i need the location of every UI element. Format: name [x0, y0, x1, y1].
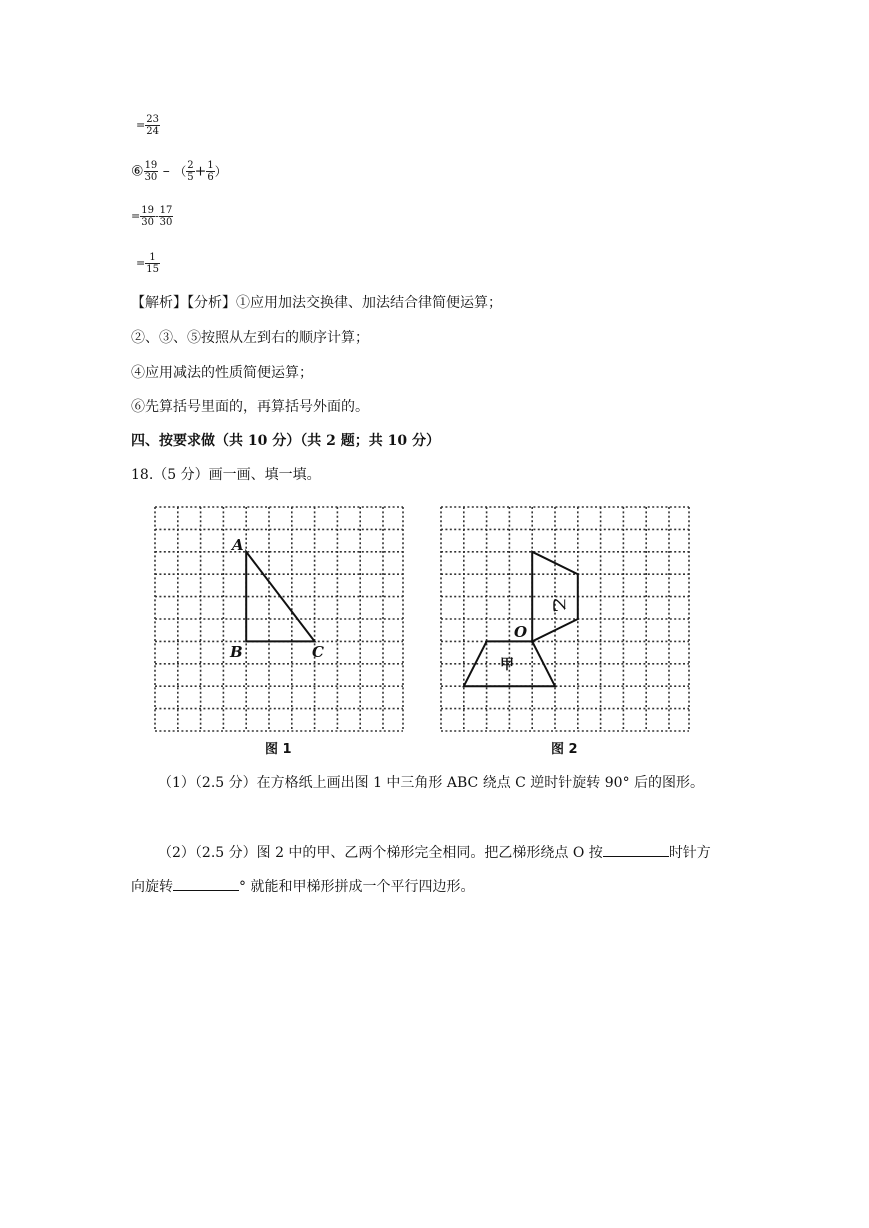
plus-sign: +: [194, 163, 207, 180]
answer-blank-angle[interactable]: [173, 876, 239, 891]
calc-step-3: [136, 252, 160, 275]
equals-sign: =: [136, 256, 146, 270]
sub-question-1: （1）（2.5 分）在方格纸上画出图 1 中三角形 ABC 绕点 C 逆时针旋转 90° 后的图形。: [158, 775, 705, 791]
numerator: 1: [145, 252, 160, 264]
figure-2-grid: [436, 502, 694, 738]
fraction: [159, 205, 174, 228]
label-a: A: [232, 536, 244, 554]
question-title: 18.（5 分）画一画、填一填。: [131, 467, 321, 483]
label-jia: 甲: [500, 657, 514, 673]
item-marker: ⑥: [131, 163, 144, 180]
minus-sign: -: [154, 209, 159, 223]
numerator: 23: [146, 114, 159, 125]
denominator: 15: [146, 264, 159, 275]
fraction: [140, 205, 155, 228]
equals-sign: =: [136, 118, 146, 132]
right-paren: ）: [214, 164, 227, 179]
section-heading: 四、按要求做（共 10 分）（共 2 题；共 10 分）: [131, 433, 440, 449]
calc-step-2: [131, 205, 173, 228]
numerator: 1: [207, 160, 214, 171]
figure-1-caption: 图 1: [265, 742, 292, 757]
answer-blank-direction[interactable]: [603, 842, 669, 857]
numerator: 17: [159, 205, 173, 216]
sub-question-2-line-2: [131, 876, 474, 896]
grid-lines: [155, 507, 403, 731]
figure-2-caption: 图 2: [551, 742, 578, 757]
analysis-line-1: 【解析】【分析】①应用加法交换律、加法结合律简便运算；: [131, 295, 502, 311]
calc-step-1: [136, 114, 160, 137]
left-paren: （: [174, 164, 187, 179]
denominator: 30: [144, 172, 158, 183]
numerator: 19: [141, 205, 154, 216]
sub-question-2-line-1: [158, 842, 711, 862]
denominator: 30: [141, 217, 154, 228]
grid-lines: [441, 507, 689, 731]
calc-item-6: [131, 160, 227, 183]
fraction: [144, 160, 159, 183]
analysis-line-4: ⑥先算括号里面的，再算括号外面的。: [131, 399, 369, 415]
equals-sign: =: [131, 209, 141, 223]
numerator: 2: [187, 160, 194, 171]
label-o: O: [514, 623, 528, 641]
sub-question-2-text-a: （2）（2.5 分）图 2 中的甲、乙两个梯形完全相同。把乙梯形绕点 O 按: [158, 845, 603, 861]
fraction: [145, 252, 160, 275]
fraction: [186, 160, 194, 183]
minus-sign: –: [162, 163, 170, 180]
label-b: B: [230, 643, 243, 661]
label-yi: 乙: [550, 598, 566, 612]
numerator: 19: [144, 160, 158, 171]
fraction: [206, 160, 214, 183]
sub-question-2-text-d: ° 就能和甲梯形拼成一个平行四边形。: [239, 879, 475, 895]
label-c: C: [312, 643, 324, 661]
sub-question-2-text-c: 向旋转: [131, 879, 173, 895]
denominator: 24: [146, 126, 159, 137]
sub-question-2-text-b: 时针方: [668, 845, 711, 861]
figure-1-grid: [150, 502, 408, 738]
analysis-line-3: ④应用减法的性质简便运算；: [131, 365, 313, 381]
denominator: 30: [159, 217, 173, 228]
fraction: [145, 114, 160, 137]
analysis-line-2: ②、③、⑤按照从左到右的顺序计算；: [131, 330, 369, 346]
denominator: 5: [187, 172, 194, 183]
denominator: 6: [207, 172, 214, 183]
